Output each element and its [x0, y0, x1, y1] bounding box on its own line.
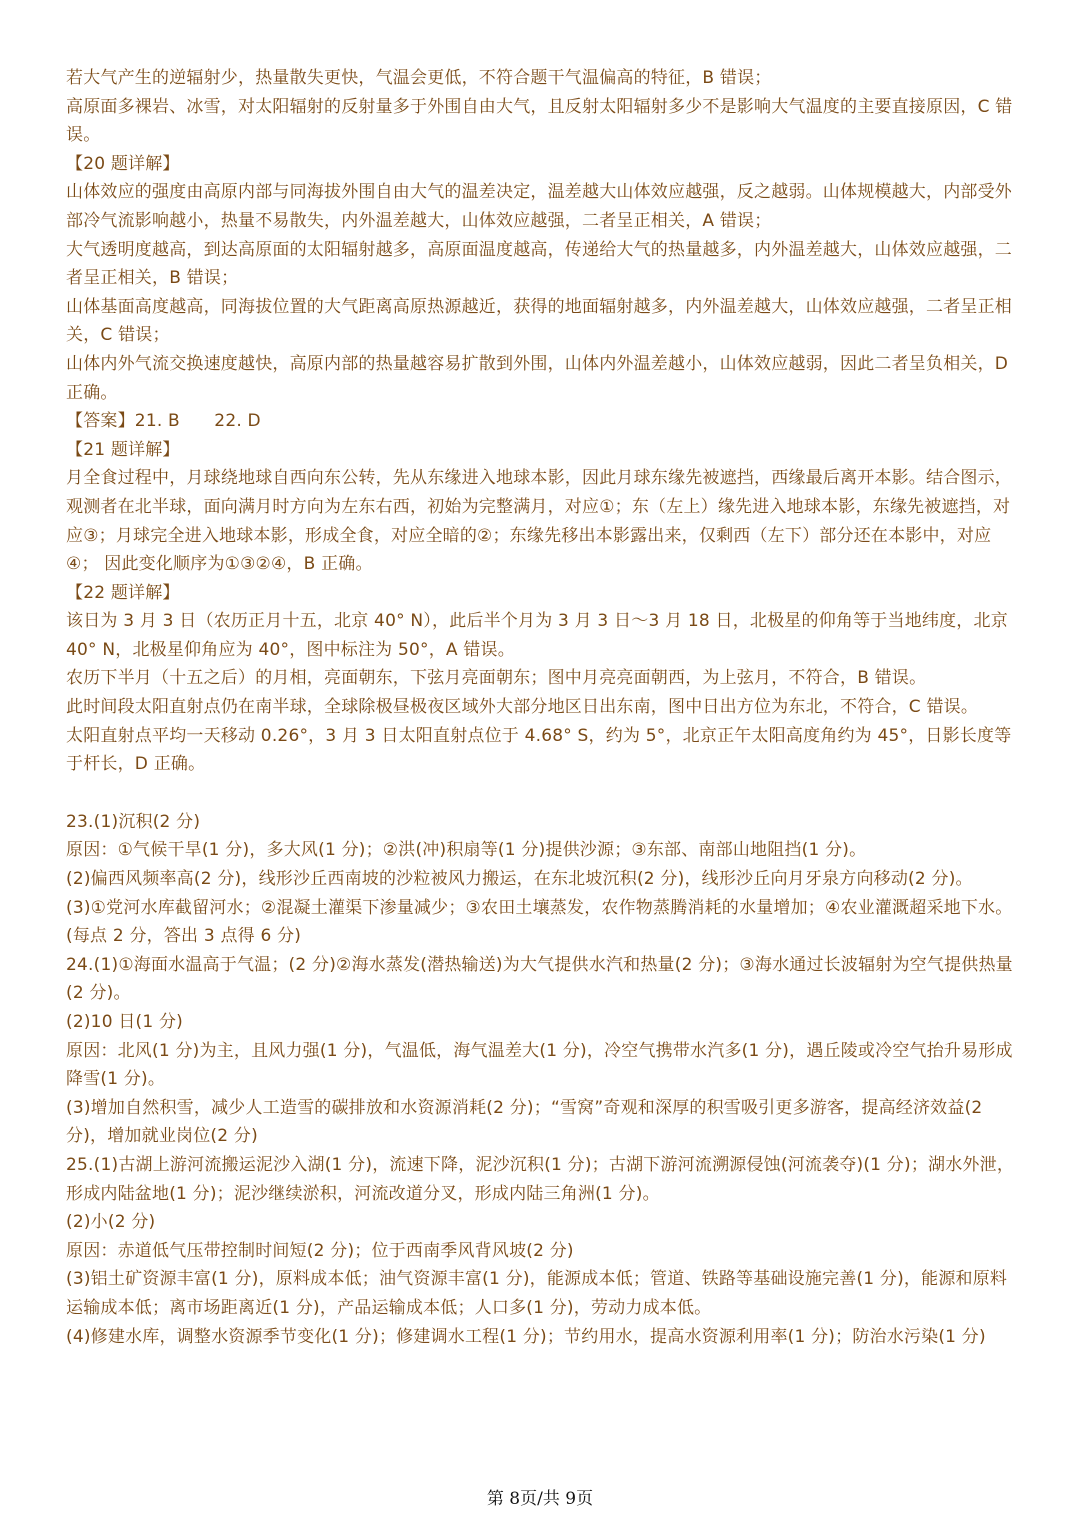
paragraph: 该日为 3 月 3 日（农历正月十五，北京 40° N），此后半个月为 3 月 3 日～3 月 18 日，北极星的仰角等于当地纬度，北京 40° N，北极星仰角应为 40°，图中标注为 50°，A 错误。 [66, 611, 1008, 660]
paragraph: 此时间段太阳直射点仍在南半球，全球除极昼极夜区域外大部分地区日出东南，图中日出方位为东北，不符合，C 错误。 [66, 697, 979, 718]
answer-content [66, 64, 1016, 1351]
answer-item: 原因：赤道低气压带控制时间短(2 分)；位于西南季风背风坡(2 分) [66, 1240, 574, 1261]
paragraph: 山体内外气流交换速度越快，高原内部的热量越容易扩散到外围，山体内外温差越小，山体效应越弱，因此二者呈负相关，D 正确。 [66, 353, 1009, 403]
answer-item: 原因：北风(1 分)为主，且风力强(1 分)，气温低，海气温差大(1 分)，冷空气携带水汽多(1 分)，遇丘陵或冷空气抬升易形成降雪(1 分)。 [66, 1040, 1013, 1090]
explanation-section [66, 64, 1016, 779]
answer-item: (2)小(2 分) [66, 1212, 156, 1233]
page-number-footer: 第 8页/共 9页 [486, 1489, 594, 1509]
answer-item: 25.(1)古湖上游河流搬运泥沙入湖(1 分)，流速下降，泥沙沉积(1 分)；古湖下游河流溯源侵蚀(河流袭夺)(1 分)；湖水外泄，形成内陆盆地(1 分)；泥沙继续淤积，河流改道分叉，形成内陆三角洲(1 分)。 [66, 1154, 1015, 1204]
answer-item: (2)10 日(1 分) [66, 1012, 184, 1032]
answer-item: 24.(1)①海面水温高于气温；(2 分)②海水蒸发(潜热输送)为大气提供水汽和热量(2 分)；③海水通过长波辐射为空气提供热量(2 分)。 [66, 954, 1013, 1004]
section-heading: 【20 题详解】 [66, 153, 180, 174]
paragraph: 山体基面高度越高，同海拔位置的大气距离高原热源越近，获得的地面辐射越多，内外温差越大，山体效应越强，二者呈正相关，C 错误； [66, 296, 1012, 346]
answer-item: (3)铝土矿资源丰富(1 分)，原料成本低；油气资源丰富(1 分)，能源成本低；管道、铁路等基础设施完善(1 分)，能源和原料运输成本低；离市场距离近(1 分)，产品运输成本低；人口多(1 分)，劳动力成本低。 [66, 1269, 1008, 1318]
answer-item: (2)偏西风频率高(2 分)，线形沙丘西南坡的沙粒被风力搬运，在东北坡沉积(2 分)，线形沙丘向月牙泉方向移动(2 分)。 [66, 869, 973, 890]
answer-item: (4)修建水库，调整水资源季节变化(1 分)；修建调水工程(1 分)；节约用水，提高水资源利用率(1 分)；防治水污染(1 分) [66, 1326, 986, 1347]
answer-item: 23.(1)沉积(2 分) [66, 811, 201, 832]
paragraph: 太阳直射点平均一天移动 0.26°，3 月 3 日太阳直射点位于 4.68° S，约为 5°，北京正午太阳高度角约为 45°，日影长度等于杆长，D 正确。 [66, 725, 1012, 775]
paragraph: 高原面多裸岩、冰雪，对太阳辐射的反射量多于外围自由大气，且反射太阳辐射多少不是影响大气温度的主要直接原因，C 错误。 [66, 96, 1013, 146]
paragraph: 农历下半月（十五之后）的月相，亮面朝东，下弦月亮面朝东；图中月亮亮面朝西，为上弦月，不符合，B 错误。 [66, 668, 927, 689]
paragraph: 山体效应的强度由高原内部与同海拔外围自由大气的温差决定，温差越大山体效应越强，反之越弱。山体规模越大，内部受外部冷气流影响越小，热量不易散失，内外温差越大，山体效应越强，二者呈正相关，A 错误； [66, 182, 1012, 231]
answer-line: 【答案】21. B 22. D [66, 411, 261, 432]
paragraph: 若大气产生的逆辐射少，热量散失更快，气温会更低，不符合题干气温偏高的特征，B 错误； [66, 68, 772, 88]
paragraph: 大气透明度越高，到达高原面的太阳辐射越多，高原面温度越高，传递给大气的热量越多，内外温差越大，山体效应越强，二者呈正相关，B 错误； [66, 239, 1012, 289]
section-heading: 【21 题详解】 [66, 439, 180, 460]
paragraph: 月全食过程中，月球绕地球自西向东公转，先从东缘进入地球本影，因此月球东缘先被遮挡，西缘最后离开本影。结合图示，观测者在北半球，面向满月时方向为左东右西，初始为完整满月，对应①；东（左上）缘先进入地球本影，东缘先被遮挡，对应③；月球完全进入地球本影，形成全食，对应全暗的②；东缘先移出本影露出来，仅剩西（左下）部分还在本影中，对应④； 因此变化顺序为①③②④，B 正确。 [66, 468, 1012, 575]
section-heading: 【22 题详解】 [66, 582, 180, 603]
section-gap [66, 779, 1016, 808]
answer-item: (3)①党河水库截留河水；②混凝土灌渠下渗量减少；③农田土壤蒸发，农作物蒸腾消耗的水量增加；④农业灌溉超采地下水。(每点 2 分，答出 3 点得 6 分) [66, 897, 1013, 947]
comprehensive-answers-section [66, 808, 1016, 1351]
answer-item: 原因：①气候干旱(1 分)，多大风(1 分)；②洪(冲)积扇等(1 分)提供沙源；③东部、南部山地阻挡(1 分)。 [66, 840, 867, 861]
answer-item: (3)增加自然积雪，减少人工造雪的碳排放和水资源消耗(2 分)；“雪窝”奇观和深厚的积雪吸引更多游客，提高经济效益(2 分)，增加就业岗位(2 分) [66, 1097, 983, 1147]
